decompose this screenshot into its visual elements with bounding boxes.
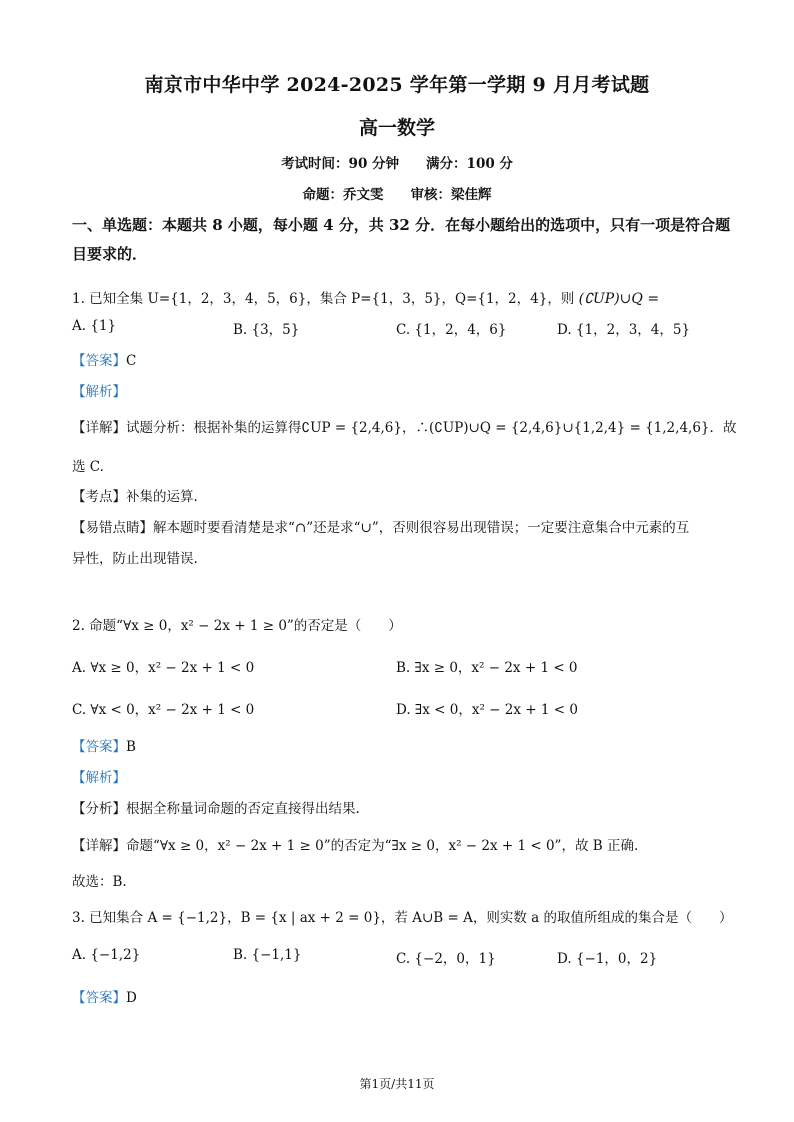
q1-option-b: B. {3，5} [233, 322, 300, 338]
exam-time-score: 考试时间：90 分钟 满分：100 分 [281, 156, 513, 172]
q2-answer [72, 735, 136, 755]
q1-detail [72, 416, 737, 436]
fenxi-tag: 【分析】 [72, 801, 126, 817]
q1-mistake [72, 516, 689, 536]
q2-fenxi-text: 根据全称量词命题的否定直接得出结果. [126, 801, 360, 817]
q1-analysis-tag: 【解析】 [72, 384, 126, 400]
exam-subtitle: 高一数学 [358, 117, 435, 139]
q1-option-d: D. {1，2，3，4，5} [557, 322, 691, 338]
answer-tag: 【答案】 [72, 990, 126, 1006]
detail-tag: 【详解】 [72, 420, 126, 436]
q3-option-c: C. {−2，0，1} [396, 951, 496, 967]
answer-tag: 【答案】 [72, 739, 126, 755]
q1-stem [72, 287, 659, 307]
detail-tag: 【详解】 [72, 838, 126, 854]
q1-answer-value: C [126, 353, 137, 369]
q1-stem-math: (∁UP)∪Q = [578, 291, 660, 307]
q1-detail-text: 试题分析：根据补集的运算得∁UP = {2,4,6}，∴(∁UP)∪Q = {2,4,6}∪{1,2,4} = {1,2,4,6}．故 [126, 420, 737, 436]
q2-option-d: D. ∃x < 0，x² − 2x + 1 < 0 [396, 702, 578, 718]
q3-stem: 3. 已知集合 A = {−1,2}，B = {x | ax + 2 = 0}，若 A∪B = A，则实数 a 的取值所组成的集合是（ ） [72, 910, 733, 926]
q2-option-c: C. ∀x < 0，x² − 2x + 1 < 0 [72, 702, 255, 718]
point-tag: 【考点】 [72, 489, 126, 505]
answer-tag: 【答案】 [72, 353, 126, 369]
q2-answer-value: B [126, 739, 136, 755]
q1-stem-text: 1. 已知全集 U={1，2，3，4，5，6}，集合 P={1，3，5}，Q={1，2，4}，则 [72, 291, 575, 307]
q2-detail [72, 834, 638, 854]
q3-option-d: D. {−1，0，2} [557, 951, 658, 967]
q2-option-a: A. ∀x ≥ 0，x² − 2x + 1 < 0 [72, 660, 255, 676]
q2-analysis-tag: 【解析】 [72, 770, 126, 786]
mistake-tag: 【易错点睛】 [72, 520, 153, 536]
q1-option-c: C. {1，2，4，6} [396, 322, 507, 338]
section-heading: 一、单选题：本题共 8 小题，每小题 4 分，共 32 分．在每小题给出的选项中，只有一项是符合题目要求的． [72, 216, 731, 263]
q2-conclusion: 故选：B. [72, 874, 127, 890]
q3-answer [72, 986, 137, 1006]
q2-option-b: B. ∃x ≥ 0，x² − 2x + 1 < 0 [396, 660, 578, 676]
q1-answer [72, 349, 136, 369]
q1-option-a: A. {1} [72, 318, 117, 334]
q1-point-text: 补集的运算. [126, 489, 198, 505]
q2-detail-text: 命题“∀x ≥ 0，x² − 2x + 1 ≥ 0”的否定为“∃x ≥ 0，x² − 2x + 1 < 0”，故 B 正确. [126, 838, 639, 854]
exam-authors: 命题：乔文雯 审核：梁佳辉 [302, 187, 492, 203]
page-number: 第1页/共11页 [359, 1077, 435, 1091]
q1-detail-cont: 选 C. [72, 459, 104, 475]
q1-mistake-cont: 异性，防止出现错误. [72, 551, 198, 567]
q3-option-b: B. {−1,1} [233, 947, 302, 963]
q3-answer-value: D [126, 990, 137, 1006]
q2-fenxi [72, 797, 360, 817]
q2-stem: 2. 命题“∀x ≥ 0，x² − 2x + 1 ≥ 0”的否定是（ ） [72, 618, 402, 634]
q1-point [72, 485, 198, 505]
q1-mistake-text: 解本题时要看清楚是求“∩”还是求“∪”，否则很容易出现错误；一定要注意集合中元素的互 [153, 520, 690, 536]
exam-title: 南京市中华中学 2024-2025 学年第一学期 9 月月考试题 [144, 74, 650, 96]
q3-option-a: A. {−1,2} [72, 947, 141, 963]
